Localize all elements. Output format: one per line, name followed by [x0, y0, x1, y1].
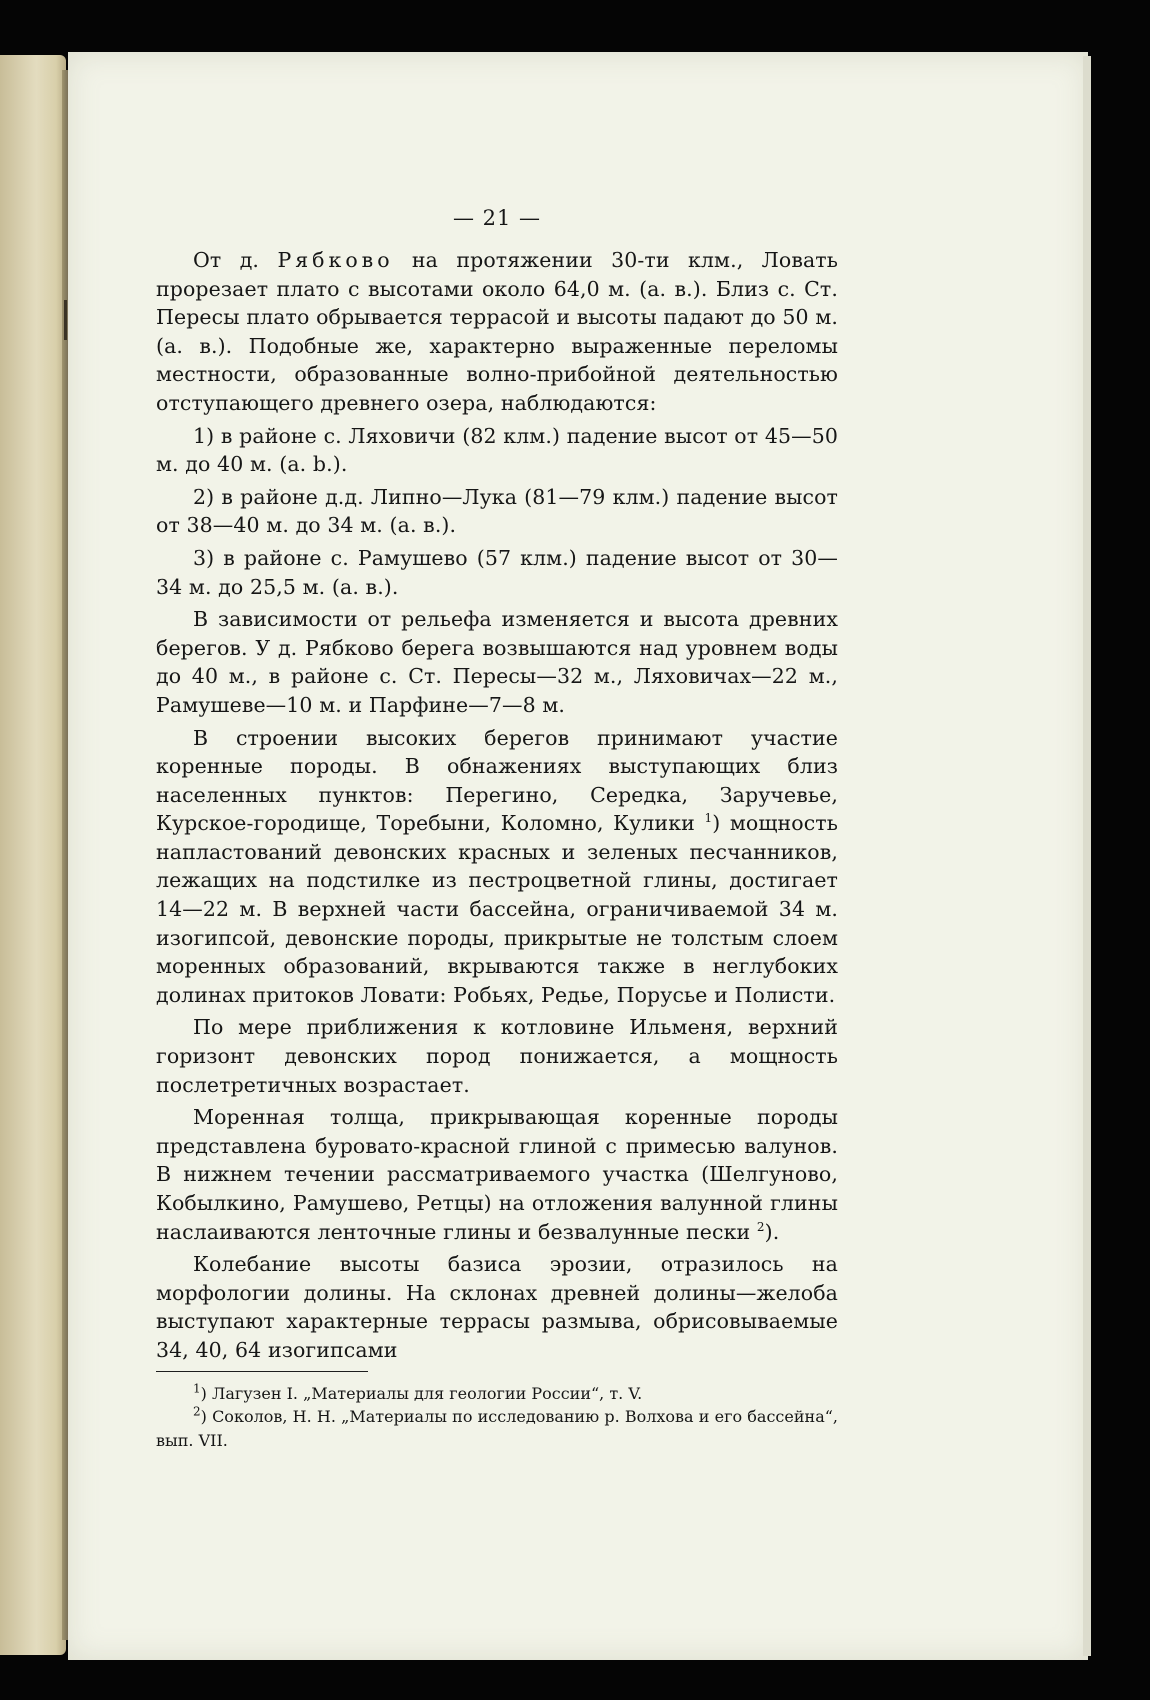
facing-page-edge: [0, 55, 66, 1655]
footnote-1: [156, 1382, 838, 1406]
paragraph-moraine: [156, 1103, 838, 1246]
paragraph-ilmen: По мере приближения к котловине Ильменя, верхний горизонт девонских пород понижается, а мощность послетретичных возрастает.: [156, 1015, 838, 1097]
paragraph-bedrock-rest: ) мощность напластований девонских красных и зеленых песчанников, лежащих на подстилке из пестроцветной глины, достигает 14—22 м. В верхней части бассейна, ограничиваемой 34 м. изогипсой, девонские породы, прикрытые не толстым слоем моренных образований, вкрываются также в неглубоких долинах притоков Ловати: Робьях, Редье, Порусье и Полисти.: [156, 811, 838, 1007]
list-item-3: 3) в районе с. Рамушево (57 клм.) падение высот от 30—34 м. до 25,5 м. (а. в.).: [156, 545, 838, 599]
page-number: — 21 —: [452, 206, 542, 230]
paragraph-bedrock: [156, 724, 838, 1010]
paragraph-1-start: От д.: [193, 248, 260, 272]
page-fore-edge: [1083, 56, 1091, 1656]
gutter-mark: [64, 300, 67, 340]
footnote-ref-2[interactable]: 2: [756, 1219, 765, 1234]
page-text: [156, 200, 838, 1452]
paragraph-moraine-end: ).: [764, 1219, 780, 1244]
footnote-2: [156, 1405, 838, 1452]
place-name-ryabkovo: Рябково: [277, 248, 394, 272]
list-item-2: 2) в районе д.д. Липно—Лука (81—79 клм.) падение высот от 38—40 м. до 34 м. (а. в.).: [156, 484, 838, 538]
footnote-mark-2: 2: [193, 1404, 201, 1419]
paragraph-1-rest: на протяжении 30-ти клм., Ловать прорезает плато с высотами около 64,0 м. (а. в.). Близ с. Ст. Пересы плато обрывается террасой и высоты падают до 50 м. (а. в.). Подобные же, характерно выраженные переломы местности, образованные волно-прибойной деятельностью отступающего древнего озера, наблюдаются:: [156, 248, 838, 415]
footnote-ref-1[interactable]: 1: [704, 811, 713, 826]
paragraph-moraine-start: Моренная толща, прикрывающая коренные породы представлена буровато-красной глиной с примесью валунов. В нижнем течении рассматриваемого участка (Шелгуново, Кобылкино, Рамушево, Ретцы) на отложения валунной глины наслаиваются ленточные глины и безвалунные пески: [156, 1105, 838, 1244]
footnote-mark-1: 1: [193, 1381, 201, 1396]
paragraph-1: [156, 246, 838, 418]
paragraph-banks-height: В зависимости от рельефа изменяется и высота древних берегов. У д. Рябково берега возвышаются над уровнем воды до 40 м., в районе с. Ст. Пересы—32 м., Ляховичах—22 м., Рамушеве—10 м. и Парфине—7—8 м.: [156, 607, 838, 717]
footnote-1-text: ) Лагузен I. „Материалы для геологии России“, т. V.: [200, 1383, 643, 1403]
paragraph-erosion: Колебание высоты базиса эрозии, отразилось на морфологии долины. На склонах древней долины—желоба выступают характерные террасы размыва, обрисовываемые 34, 40, 64 изогипсами: [156, 1252, 838, 1362]
footnote-2-text: ) Соколов, Н. Н. „Материалы по исследованию р. Волхова и его бассейна“, вып. VII.: [156, 1407, 838, 1450]
paragraph-bedrock-start: В строении высоких берегов принимают участие коренные породы. В обнажениях выступающих близ населенных пунктов: Перегино, Середка, Заручевье, Курское-городище, Торебыни, Коломно, Кулики: [156, 725, 838, 836]
footnote-divider: [156, 1371, 368, 1372]
list-item-1: 1) в районе с. Ляховичи (82 клм.) падение высот от 45—50 м. до 40 м. (а. b.).: [156, 423, 838, 477]
